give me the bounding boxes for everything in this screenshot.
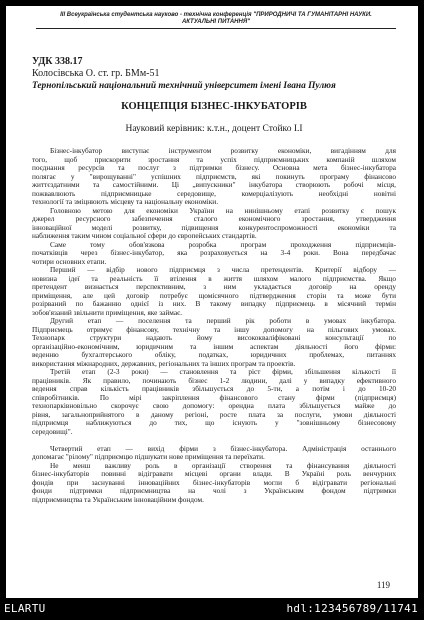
body-line: джерел ресурсного забезпечення сталого економічного зростання, утвердження — [32, 215, 396, 223]
body-line: приміщення, але цей договір потребує щомісячного підтвердження сторін та може бути — [32, 291, 396, 300]
body-line: Бізнес-інкубатор виступає інструментом розвитку економіки, вигадінням для — [50, 147, 396, 155]
body-line: інноваційної моделі розвитку, підвищення конкурентоспроможності економіки та — [32, 223, 396, 232]
body-line: допомагає "рілому" підприємцю підшукати нове приміщення та переїхати. — [32, 453, 265, 461]
body-line: фонди підтримки підприємництва на чолі з Українським фондом підтримки — [32, 487, 396, 495]
body-line: Підприємець отримує фінансову, технічну та іншу допомогу на пільгових умовах. — [32, 325, 396, 334]
document-page — [6, 6, 418, 598]
body-line: життєздатними та самостійними. Ці „випускники" інкубатора створюють робочі місця, — [32, 181, 396, 189]
body-line: веденню бухгалтерського обліку, податках, юридичних проблемах, питаннях — [32, 351, 396, 359]
body-line: підприємництва та Українським інноваційним фондом. — [32, 495, 204, 504]
conference-header — [36, 12, 396, 29]
body-line: пожвавлюють підприємницьке середовище, комерціалізують необхідні новітні — [32, 189, 396, 198]
body-line: Саме тому обов'язкова розробка програм проходження підприємців- — [50, 240, 396, 249]
body-line: технології та зміцнюють місцеву та національну економіки. — [32, 198, 219, 206]
body-line: технопарківновільно скорочує свою допомогу: орендна плата збільшується майже до — [32, 402, 396, 410]
page-number: 119 — [376, 580, 390, 590]
body-line: Не менш важливу роль в організації створення та фінансування діяльності — [50, 461, 396, 470]
body-line: бізнес-інкубаторів повинні відігравати місцеві органи влади. В Україні роль венчурних — [32, 470, 396, 478]
body-line: співробітників. По мірі закріплення фінансового стану фірми (підприємця) — [32, 393, 396, 402]
body-line: розірваний по бажанню однієї із них. В такому випадку підприємець в місячний термін — [32, 300, 396, 308]
body-line: початківців через бізнес-інкубатор, яка розраховується на 3-4 роки. Вона передбачає — [32, 249, 396, 257]
handle-identifier[interactable]: hdl:123456789/11741 — [286, 602, 418, 615]
paper-title: КОНЦЕПЦІЯ БІЗНЕС-ІНКУБАТОРІВ — [121, 101, 307, 112]
body-line: середовищі". — [32, 427, 73, 436]
body-line: використання міжнародних, державних, регіональних та інших програм та проектів. — [32, 359, 296, 368]
repository-name[interactable]: ELARTU — [4, 602, 46, 615]
body-line: фондів при заснуванні інноваційних бізнес-інкубаторів могли б відігравати регіональні — [32, 478, 396, 487]
affiliation: Тернопільський національний технічний університет імені Івана Пулюя — [32, 81, 336, 91]
body-line: претендент визнається перспективним, з ним укладається договір на оренду — [32, 283, 396, 291]
body-line: зобов'язаний звільнити приміщення, яке займає. — [32, 308, 183, 317]
body-line: наближення таким чином соціальної сфери до європейських стандартів. — [32, 232, 257, 240]
body-line: чотири основних етапи. — [32, 257, 107, 266]
body-line: того, щоб прискорити зростання та успіх підприємницьких компаній шляхом — [32, 155, 396, 164]
body-text — [32, 147, 396, 504]
body-line: організаційно-економічним, юридичним та іншим аспектам діяльності його фірми: — [32, 342, 396, 351]
body-line: Перший — відбір нового підприємця з числа претендентів. Критерії відбору — — [50, 266, 396, 274]
conference-header-line-1: III Всеукраїнська студентська науково - технічна конференція "ПРИРОДНИЧІ ТА ГУМАНІТАРНІ НАУКИ. — [60, 12, 372, 18]
body-line: Третій етап (2-3 роки) — становлення та ріст фірми, збільшення кількості її — [50, 368, 396, 376]
body-line: Технопарк структури надають йому висококваліфіковані консультації по — [32, 334, 396, 342]
body-line: Другий етап — поселення та перший рік роботи в умовах інкубатора. — [50, 317, 396, 325]
authors: Колосівська О. ст. гр. БМм-51 — [32, 68, 160, 79]
body-line: Четвертий етап — вихід фірми з бізнес-інкубатора. Адміністрація останнього — [50, 444, 396, 453]
body-line — [32, 436, 396, 445]
body-line: новизна ідеї та реальність її втілення в життя шляхом малого підприємства. Якщо — [32, 274, 396, 283]
body-line: підприємця наближуються до тих, що існують у "зовнішньому бізнесовому — [32, 419, 396, 427]
body-line: ведення справ кількість працівників збільшується до 5-ти, а потім і до 10-20 — [32, 385, 396, 393]
body-line: працівників. Як правило, починають бізнес 1-2 людини, далі у випадку ефективного — [32, 376, 396, 385]
body-line: поєднання ресурсів та послуг з підтримки бізнесу. Основна мета бізнес-інкубатора — [32, 164, 396, 172]
body-line: рівня, загальноприйнятого в даному регіоні, росте плата за послуги, умови діяльності — [32, 410, 396, 419]
udc-code: УДК 338.17 — [32, 56, 83, 67]
body-line: Головною метою для економіки України на нинішньому етапі розвитку є пошук — [50, 206, 396, 215]
supervisor: Науковий керівник: к.т.н., доцент Стойко І.І — [125, 124, 303, 134]
body-line: полягає у "вирощуванні" успішних підприємств, які покинуть програму фінансово — [32, 172, 396, 181]
conference-header-line-2: АКТУАЛЬНІ ПИТАННЯ" — [181, 19, 251, 25]
